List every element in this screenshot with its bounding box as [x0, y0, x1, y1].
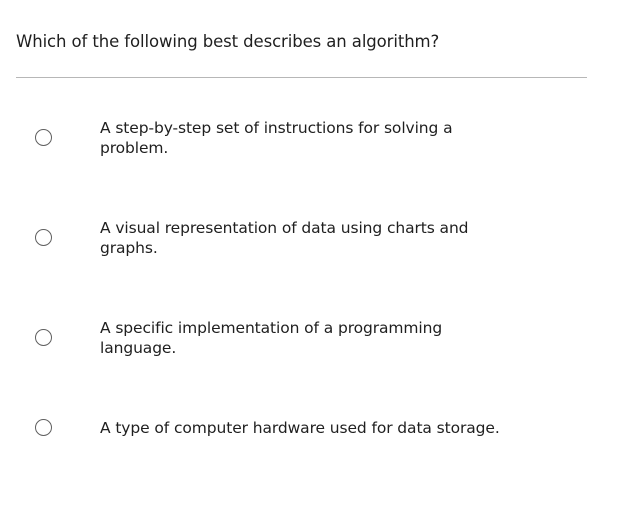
radio-button-option-4[interactable]: [35, 419, 52, 436]
question-text: Which of the following best describes an algorithm?: [16, 32, 440, 51]
option-label: A specific implementation of a programming language.: [100, 319, 443, 357]
answer-option-1[interactable]: [0, 118, 643, 178]
answer-option-2[interactable]: [0, 218, 643, 278]
option-label: A step-by-step set of instructions for solving a problem.: [100, 119, 453, 157]
answer-option-3[interactable]: [0, 318, 643, 378]
radio-button-option-1[interactable]: [35, 129, 52, 146]
radio-button-option-2[interactable]: [35, 229, 52, 246]
option-label: A type of computer hardware used for data storage.: [100, 419, 500, 437]
question-divider: [16, 77, 587, 78]
option-label: A visual representation of data using charts and graphs.: [100, 219, 469, 257]
answer-option-4[interactable]: [0, 418, 643, 478]
radio-button-option-3[interactable]: [35, 329, 52, 346]
